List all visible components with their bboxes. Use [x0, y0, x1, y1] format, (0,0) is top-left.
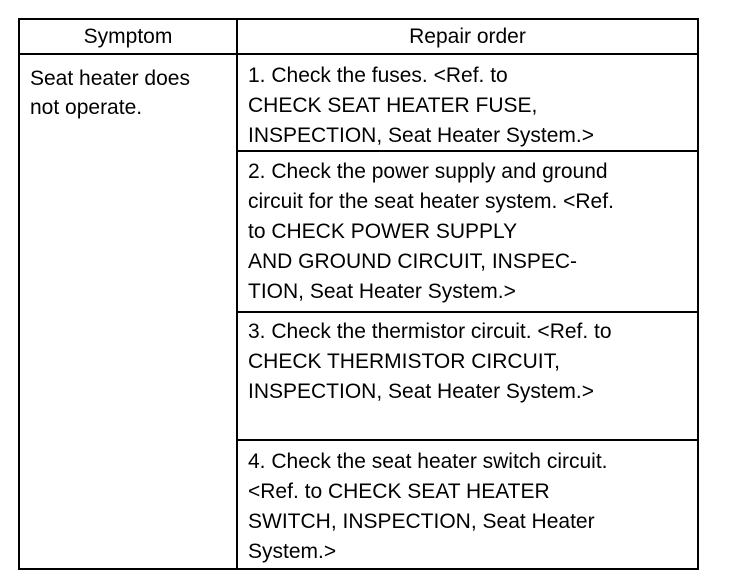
repair-step-line: 1. Check the fuses. <Ref. to — [248, 64, 508, 87]
repair-step-line: to CHECK POWER SUPPLY — [248, 220, 518, 243]
symptom-cell — [30, 64, 230, 122]
repair-step-line: circuit for the seat heater system. <Ref. — [248, 190, 614, 213]
repair-step-line: TION, Seat Heater System.> — [248, 280, 516, 303]
repair-step-2 — [238, 152, 697, 313]
repair-step-line: System.> — [248, 540, 337, 563]
table-header-row — [20, 20, 697, 55]
repair-order-header: Repair order — [409, 25, 526, 48]
repair-step-line: CHECK THERMISTOR CIRCUIT, — [248, 350, 560, 373]
repair-step-3 — [238, 313, 697, 441]
repair-step-line: 4. Check the seat heater switch circuit. — [248, 450, 608, 473]
symptom-header: Symptom — [83, 25, 173, 48]
repair-step-line: 2. Check the power supply and ground — [248, 160, 608, 183]
repair-table — [18, 18, 699, 570]
repair-step-4 — [238, 441, 697, 570]
symptom-line: Seat heater does — [30, 67, 190, 90]
repair-step-line: INSPECTION, Seat Heater System.> — [248, 380, 595, 403]
repair-step-line: INSPECTION, Seat Heater System.> — [248, 124, 595, 147]
repair-step-line: SWITCH, INSPECTION, Seat Heater — [248, 510, 595, 533]
repair-step-line: CHECK SEAT HEATER FUSE, — [248, 94, 538, 117]
repair-step-line: <Ref. to CHECK SEAT HEATER — [248, 480, 550, 503]
repair-step-1 — [238, 55, 697, 152]
symptom-line: not operate. — [30, 96, 143, 119]
repair-step-line: 3. Check the thermistor circuit. <Ref. to — [248, 320, 612, 343]
repair-step-line: AND GROUND CIRCUIT, INSPEC- — [248, 250, 578, 273]
